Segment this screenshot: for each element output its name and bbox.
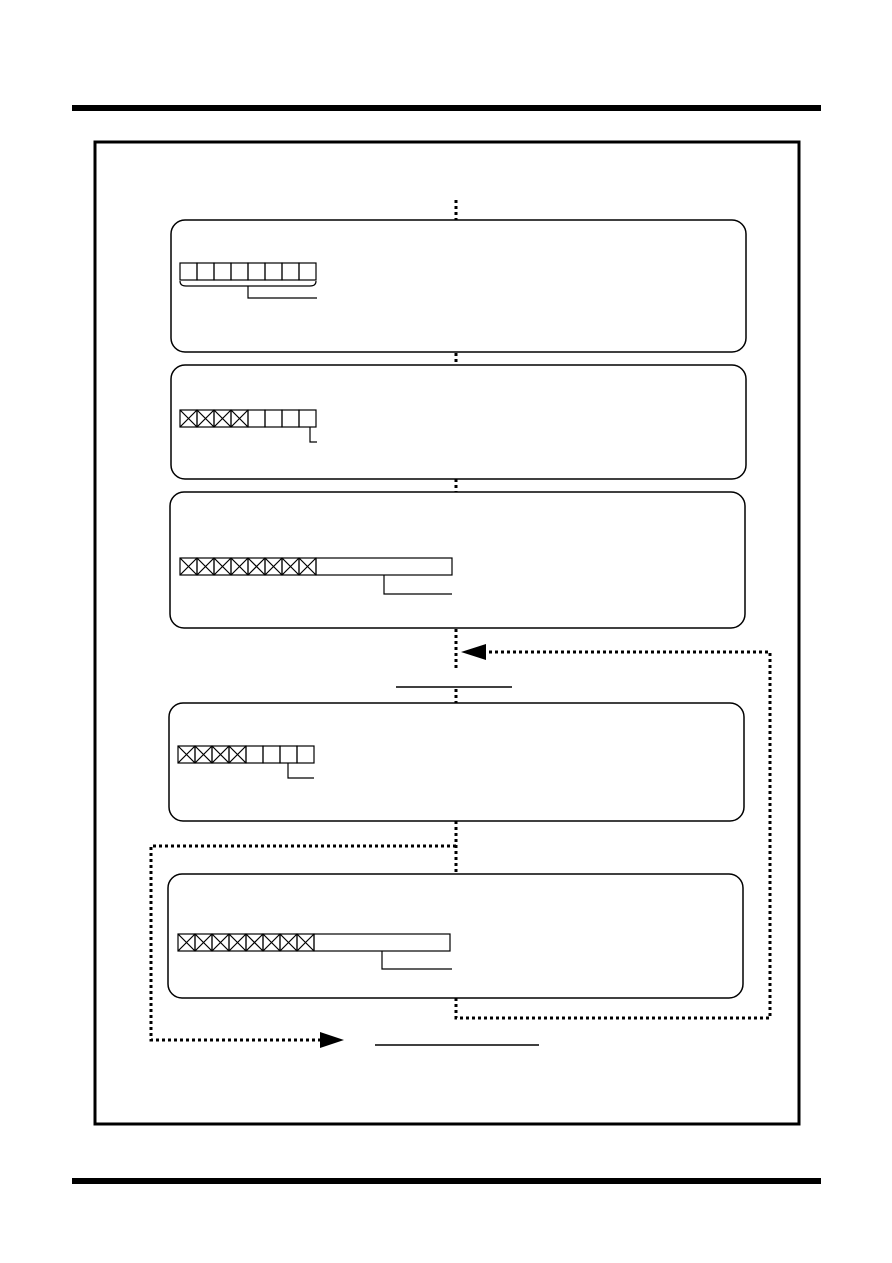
process-blocks: [168, 220, 746, 998]
top-rule: [72, 105, 821, 111]
process-block-2: [171, 365, 746, 479]
process-block-4: [169, 703, 744, 821]
bottom-rule: [72, 1178, 821, 1184]
process-block-5: [168, 874, 743, 998]
process-block-3: [170, 492, 745, 628]
loop-back-arrowhead: [461, 644, 486, 660]
exit-arrowhead: [320, 1032, 344, 1048]
